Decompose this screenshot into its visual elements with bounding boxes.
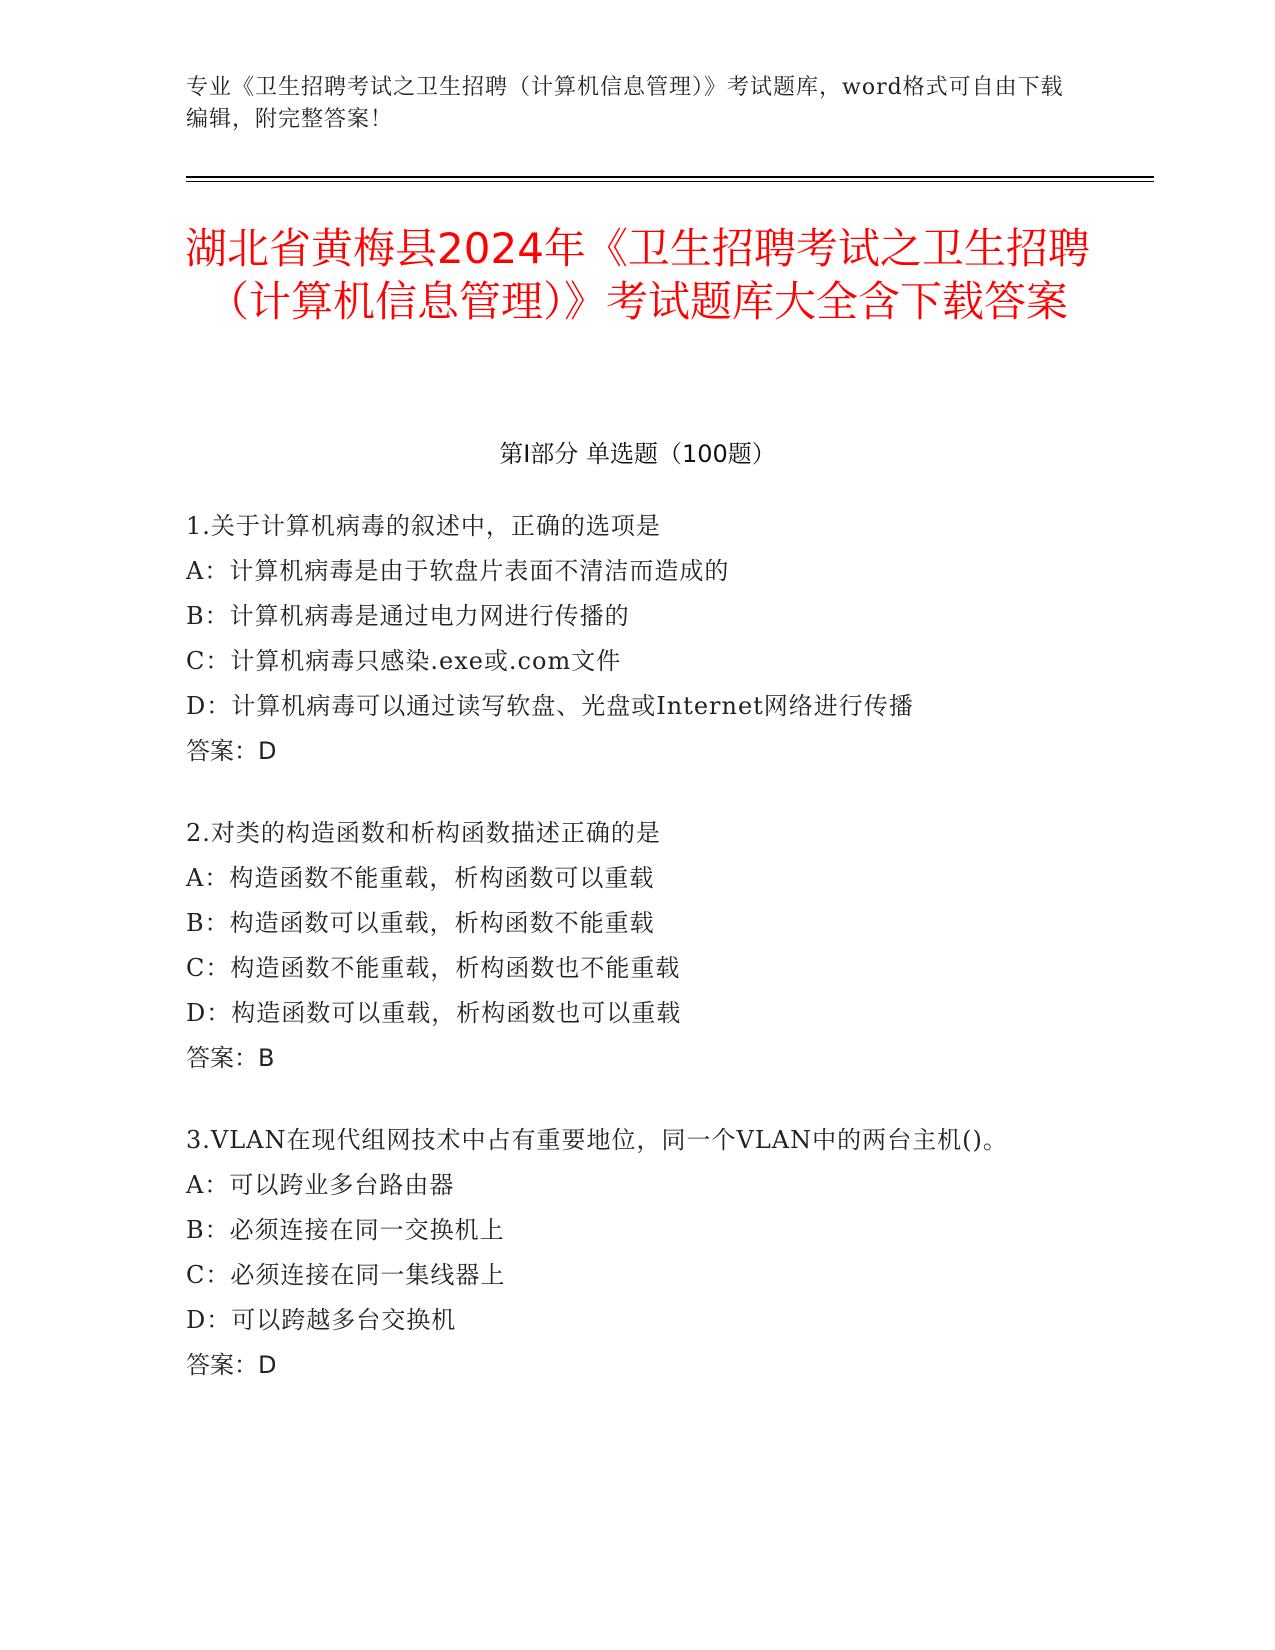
option-d: D：可以跨越多台交换机 [186,1306,457,1334]
option-a: A：构造函数不能重载，析构函数可以重载 [186,864,655,892]
question-3 [186,1118,1086,1388]
question-2 [186,811,1086,1081]
option-c: C：构造函数不能重载，析构函数也不能重载 [186,954,681,982]
option-c: C：计算机病毒只感染.exe或.com文件 [186,647,622,675]
document-title: 湖北省黄梅县2024年《卫生招聘考试之卫生招聘（计算机信息管理）》考试题库大全含下载答案 [185,224,1090,326]
answer-line: 答案：D [186,737,277,765]
option-b: B：构造函数可以重载，析构函数不能重载 [186,909,655,937]
answer-line: 答案：D [186,1351,277,1379]
question-1 [186,504,1086,774]
question-stem: 3.VLAN在现代组网技术中占有重要地位，同一个VLAN中的两台主机()。 [186,1126,1008,1154]
option-d: D：构造函数可以重载，析构函数也可以重载 [186,999,682,1027]
header-divider-thick [186,176,1154,178]
question-stem: 2.对类的构造函数和析构函数描述正确的是 [186,819,661,847]
option-a: A：可以跨业多台路由器 [186,1171,455,1199]
header-note: 专业《卫生招聘考试之卫生招聘（计算机信息管理）》考试题库，word格式可自由下载编辑，附完整答案！ [186,75,1064,132]
question-stem: 1.关于计算机病毒的叙述中，正确的选项是 [186,512,661,540]
header-divider-thin [186,181,1154,182]
option-c: C：必须连接在同一集线器上 [186,1261,506,1289]
option-d: D：计算机病毒可以通过读写软盘、光盘或Internet网络进行传播 [186,692,914,720]
answer-line: 答案：B [186,1044,275,1072]
option-a: A：计算机病毒是由于软盘片表面不清洁而造成的 [186,557,730,585]
section-heading: 第I部分 单选题（100题） [499,440,776,468]
option-b: B：计算机病毒是通过电力网进行传播的 [186,602,630,630]
option-b: B：必须连接在同一交换机上 [186,1216,505,1244]
